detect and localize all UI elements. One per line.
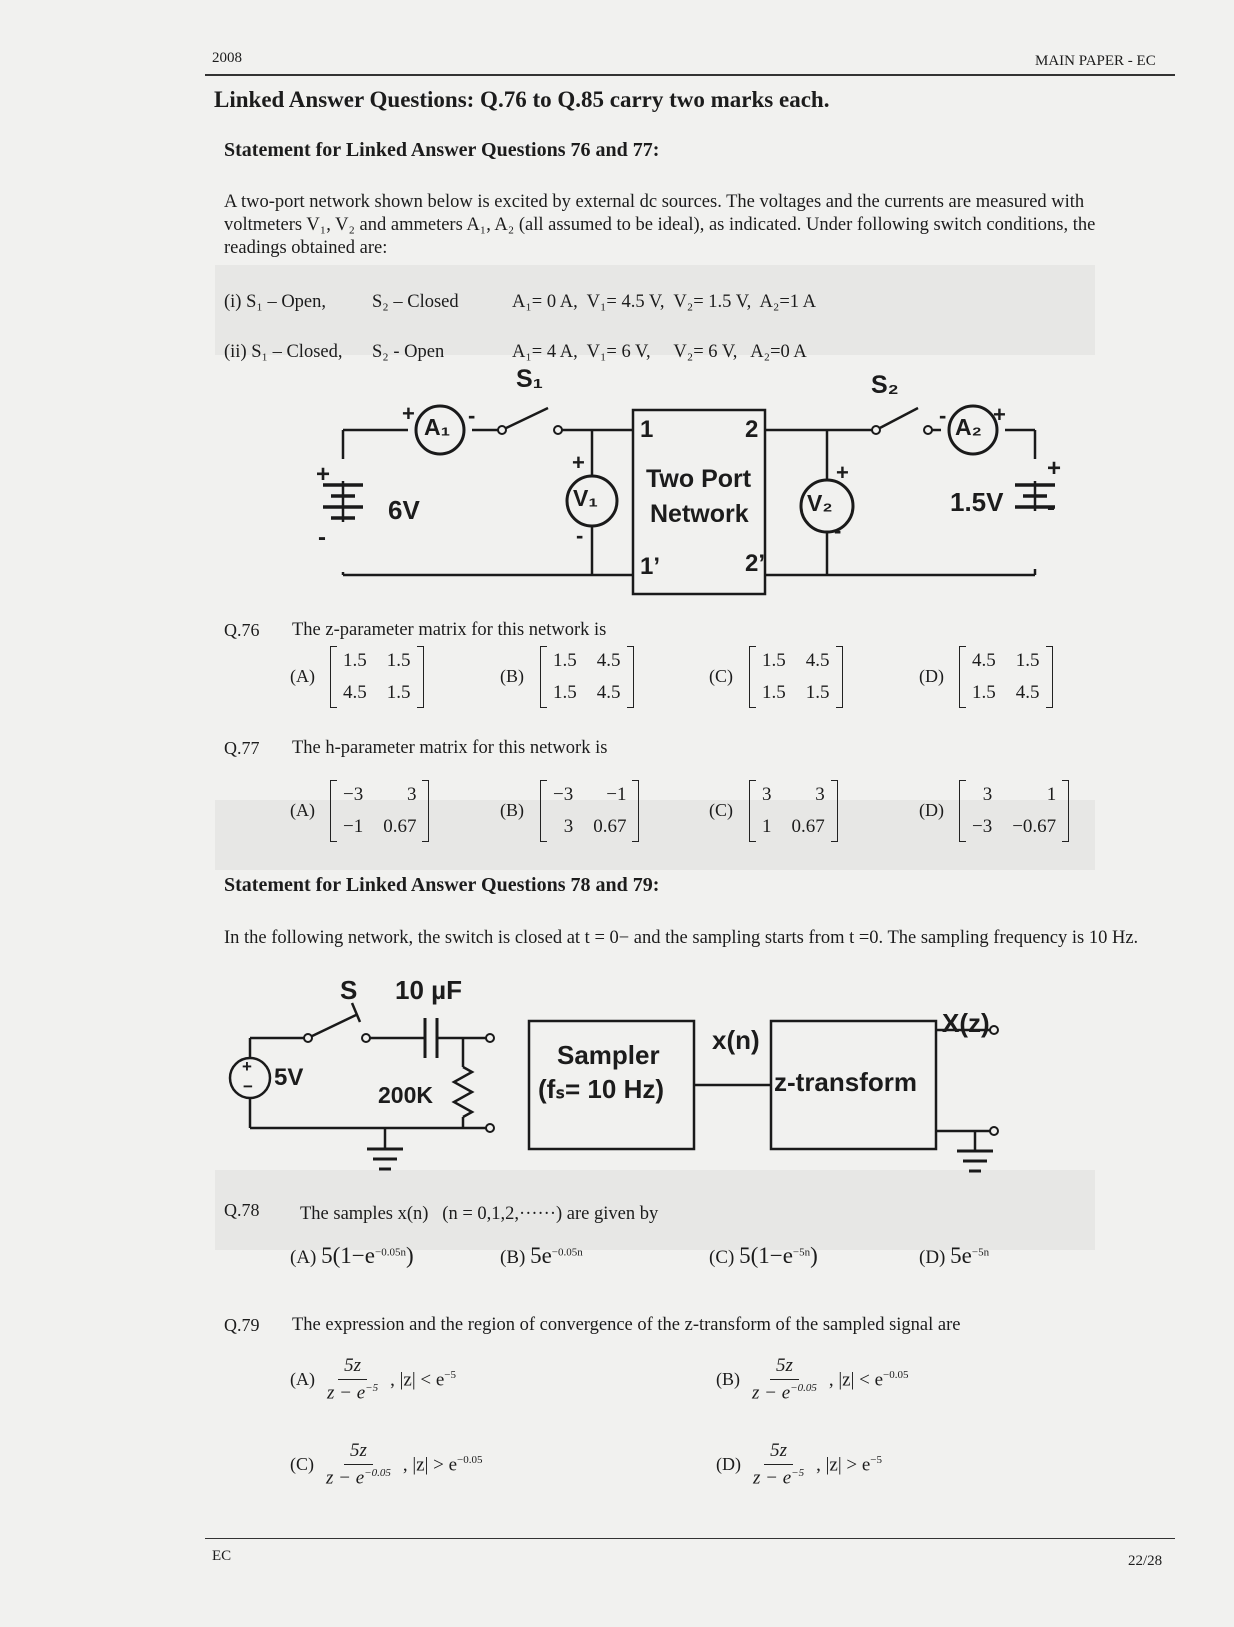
q78-option (290, 1243, 414, 1269)
voltmeter-v1-plus: + (572, 450, 585, 475)
matrix-cell: 1 (762, 816, 772, 837)
voltmeter-v1-minus: - (576, 523, 584, 548)
source-5v-label: 5V (274, 1064, 304, 1091)
z-transform-box-label: z-transform (774, 1067, 918, 1097)
roc-base: |z| < e (838, 1368, 884, 1390)
sampler-box-line2: (fₛ= 10 Hz) (538, 1074, 665, 1104)
q78-option-tail: ) (405, 1243, 414, 1268)
matrix-cell: 4.5 (805, 650, 830, 671)
q79-option-roc: , $|z| > e^{-5}$ (816, 1453, 883, 1475)
ammeter-a1-minus: - (468, 403, 476, 428)
denominator-base: z − e (326, 1467, 365, 1489)
fraction-denominator (326, 1465, 391, 1489)
fraction-numerator: 5z (770, 1355, 799, 1380)
matrix-cell: 1.5 (386, 682, 411, 703)
matrix-cell: 1.5 (1015, 650, 1040, 671)
denominator-exponent: −5 (791, 1467, 805, 1479)
source-6v-label: 6V (388, 495, 420, 525)
q78-number: Q.78 (224, 1200, 260, 1220)
denominator-exponent: −0.05 (790, 1382, 817, 1394)
switch-s2-label: S₂ (871, 371, 899, 399)
source-6v-minus: - (318, 524, 326, 551)
q78-option-base: 5(1−e (739, 1243, 793, 1268)
q79-option (290, 1440, 483, 1489)
q78-option-label: (B) (500, 1247, 526, 1268)
matrix-cell: −1 (343, 816, 364, 837)
q76-text: The z-parameter matrix for this network is (292, 620, 607, 640)
matrix-cell: 3 (982, 784, 993, 805)
roc-exponent: −0.05 (457, 1453, 483, 1466)
xn-signal-label: x(n) (712, 1025, 760, 1055)
q78-option-exponent: −5n (792, 1246, 811, 1259)
q78-option (500, 1243, 583, 1269)
q79-option-roc: , $|z| < e^{-0.05}$ (828, 1368, 909, 1390)
matrix-cell: 1.5 (762, 682, 786, 703)
q78-option-exponent: −0.05n (551, 1246, 583, 1259)
source-1p5v-plus: + (1047, 455, 1062, 482)
port-1-prime-label: 1’ (640, 553, 661, 580)
q79-option-fraction (327, 1355, 378, 1404)
q78-option-label: (C) (709, 1247, 735, 1268)
header-year: 2008 (212, 50, 242, 66)
fraction-numerator: 5z (344, 1440, 373, 1465)
matrix-cell: −3 (553, 784, 574, 805)
voltmeter-v2-label: V₂ (807, 490, 833, 516)
switch-s-label: S (340, 975, 358, 1005)
matrix-cell: 0.67 (791, 816, 825, 837)
q79-text: The expression and the region of convergence of the z-transform of the sampled signal are (292, 1315, 961, 1335)
q79-option-roc: , $|z| > e^{-0.05}$ (402, 1453, 483, 1475)
header-paper: MAIN PAPER - EC (1035, 53, 1156, 69)
voltmeter-v2-plus: + (836, 460, 849, 485)
q77-option-label: (D) (919, 800, 944, 820)
fraction-numerator: 5z (338, 1355, 367, 1380)
source-5v-minus: − (243, 1077, 253, 1096)
condition-1-switch2: S₂ – Closed (372, 292, 459, 312)
matrix-cell: 1.5 (553, 682, 577, 703)
q78-option-base: 5e (950, 1243, 972, 1268)
roc-base: |z| < e (399, 1368, 445, 1390)
ammeter-a2-label: A₂ (955, 414, 982, 440)
matrix-cell: −3 (972, 816, 993, 837)
matrix-cell: 3 (406, 784, 417, 805)
denominator-base: z − e (327, 1382, 366, 1404)
q79-option-label: (D) (716, 1454, 741, 1475)
matrix-cell: 3 (762, 784, 772, 805)
q78-text: The samples x(n) (n = 0,1,2,······) are given by (300, 1204, 659, 1224)
matrix-cell: 1.5 (972, 682, 996, 703)
q79-option (716, 1355, 909, 1404)
matrix-cell: 3 (815, 784, 825, 805)
matrix-cell: 1.5 (343, 650, 367, 671)
fraction-numerator: 5z (764, 1440, 793, 1465)
condition-1-label: (i) S₁ – Open, (224, 292, 327, 312)
denominator-base: z − e (753, 1467, 792, 1489)
q78-option-label: (A) (290, 1247, 317, 1268)
matrix-cell: −1 (606, 784, 627, 805)
q78-option-exponent: −5n (971, 1246, 990, 1259)
resistor-label: 200K (378, 1082, 433, 1108)
capacitor-label: 10 µF (395, 975, 463, 1005)
roc-exponent: −0.05 (883, 1368, 909, 1381)
q78-option-tail: ) (810, 1243, 818, 1268)
matrix-cell: 1 (1046, 784, 1057, 805)
source-6v-plus: + (316, 461, 331, 488)
matrix-cell: 0.67 (383, 816, 417, 837)
q78-option (709, 1243, 818, 1269)
two-port-box-line2: Network (650, 500, 749, 528)
q77-text: The h-parameter matrix for this network is (292, 738, 608, 758)
denominator-exponent: −5 (365, 1382, 379, 1394)
statement-76-77-title: Statement for Linked Answer Questions 76 and 77: (224, 139, 660, 161)
condition-1-readings: A₁= 0 A, V₁= 4.5 V, V₂= 1.5 V, A₂=1 A (512, 292, 816, 312)
matrix-cell: 4.5 (343, 682, 367, 703)
q79-number: Q.79 (224, 1315, 260, 1335)
statement-78-79-paragraph: In the following network, the switch is closed at t = 0− and the sampling starts from t =0. The sampling frequency is 10 Hz. (224, 928, 1139, 948)
fraction-denominator (753, 1465, 804, 1489)
q78-option-exponent: −0.05n (374, 1246, 406, 1259)
switch-s1-label: S₁ (516, 365, 544, 393)
statement-78-79-title: Statement for Linked Answer Questions 78 and 79: (224, 874, 660, 896)
statement-76-77-paragraph: A two-port network shown below is excited by external dc sources. The voltages and the currents are measured with voltmeters V₁, V₂ and ammeters A₁, A₂ (all assumed to be ideal), as indicated. Under following switch conditions, the readings obtained are: (224, 192, 1096, 258)
source-1p5v-minus: - (1047, 494, 1055, 521)
matrix-cell: 4.5 (596, 650, 621, 671)
sampler-box-line1: Sampler (557, 1040, 660, 1070)
port-2-prime-label: 2’ (745, 550, 766, 577)
matrix-cell: 3 (563, 816, 574, 837)
matrix-cell: 0.67 (593, 816, 627, 837)
q78-option-label: (D) (919, 1247, 946, 1268)
condition-2-readings: A₁= 4 A, V₁= 6 V, V₂= 6 V, A₂=0 A (512, 342, 807, 362)
denominator-base: z − e (752, 1382, 791, 1404)
matrix-cell: 4.5 (1015, 682, 1040, 703)
q79-option-label: (C) (290, 1454, 314, 1475)
q79-option (716, 1440, 882, 1489)
q79-option-fraction (752, 1355, 817, 1404)
q76-option-label: (A) (290, 666, 315, 686)
q78-option-base: 5(1−e (321, 1243, 375, 1268)
port-1-label: 1 (640, 416, 654, 443)
source-5v-plus: + (242, 1057, 252, 1076)
ammeter-a1-plus: + (402, 401, 415, 426)
section-title: Linked Answer Questions: Q.76 to Q.85 carry two marks each. (214, 87, 830, 112)
q77-option-label: (C) (709, 800, 733, 820)
matrix-cell: 1.5 (762, 650, 786, 671)
ammeter-a2-plus: + (993, 402, 1006, 427)
fraction-denominator (327, 1380, 378, 1404)
matrix-cell: 1.5 (386, 650, 411, 671)
q79-option-label: (A) (290, 1369, 315, 1390)
q79-option-fraction (326, 1440, 391, 1489)
q78-option (919, 1243, 989, 1269)
roc-base: |z| > e (412, 1453, 458, 1475)
q77-option-label: (B) (500, 800, 524, 820)
q79-option-label: (B) (716, 1369, 740, 1390)
matrix-cell: 1.5 (805, 682, 830, 703)
q79-option (290, 1355, 456, 1404)
q79-option-fraction (753, 1440, 804, 1489)
xz-output-label: X(z) (942, 1008, 990, 1038)
matrix-cell: 4.5 (596, 682, 621, 703)
port-2-label: 2 (745, 416, 759, 443)
roc-base: |z| > e (825, 1453, 871, 1475)
two-port-box-line1: Two Port (646, 465, 752, 493)
footer-rule (205, 1538, 1175, 1539)
roc-exponent: −5 (444, 1368, 457, 1381)
footer-page-number: 22/28 (1128, 1553, 1163, 1569)
matrix-cell: 4.5 (972, 650, 996, 671)
ammeter-a2-minus: - (939, 403, 947, 428)
condition-2-switch2: S₂ - Open (372, 342, 445, 362)
voltmeter-v2-minus: - (834, 518, 842, 543)
q76-option-label: (D) (919, 666, 944, 686)
q76-option-label: (C) (709, 666, 733, 686)
q79-option-roc: , $|z| < e^{-5}$ (390, 1368, 457, 1390)
q78-option-base: 5e (530, 1243, 552, 1268)
condition-2-label: (ii) S₁ – Closed, (224, 342, 343, 362)
q76-number: Q.76 (224, 620, 260, 640)
footer-left: EC (212, 1548, 232, 1564)
source-1p5v-label: 1.5V (950, 487, 1004, 517)
roc-exponent: −5 (870, 1453, 883, 1466)
matrix-cell: −0.67 (1012, 816, 1057, 837)
matrix-cell: −3 (343, 784, 364, 805)
q77-option-label: (A) (290, 800, 315, 820)
matrix-cell: 1.5 (553, 650, 577, 671)
q77-number: Q.77 (224, 738, 260, 758)
ammeter-a1-label: A₁ (424, 414, 451, 440)
denominator-exponent: −0.05 (364, 1467, 391, 1479)
q76-option-label: (B) (500, 666, 524, 686)
voltmeter-v1-label: V₁ (573, 485, 598, 511)
fraction-denominator (752, 1380, 817, 1404)
